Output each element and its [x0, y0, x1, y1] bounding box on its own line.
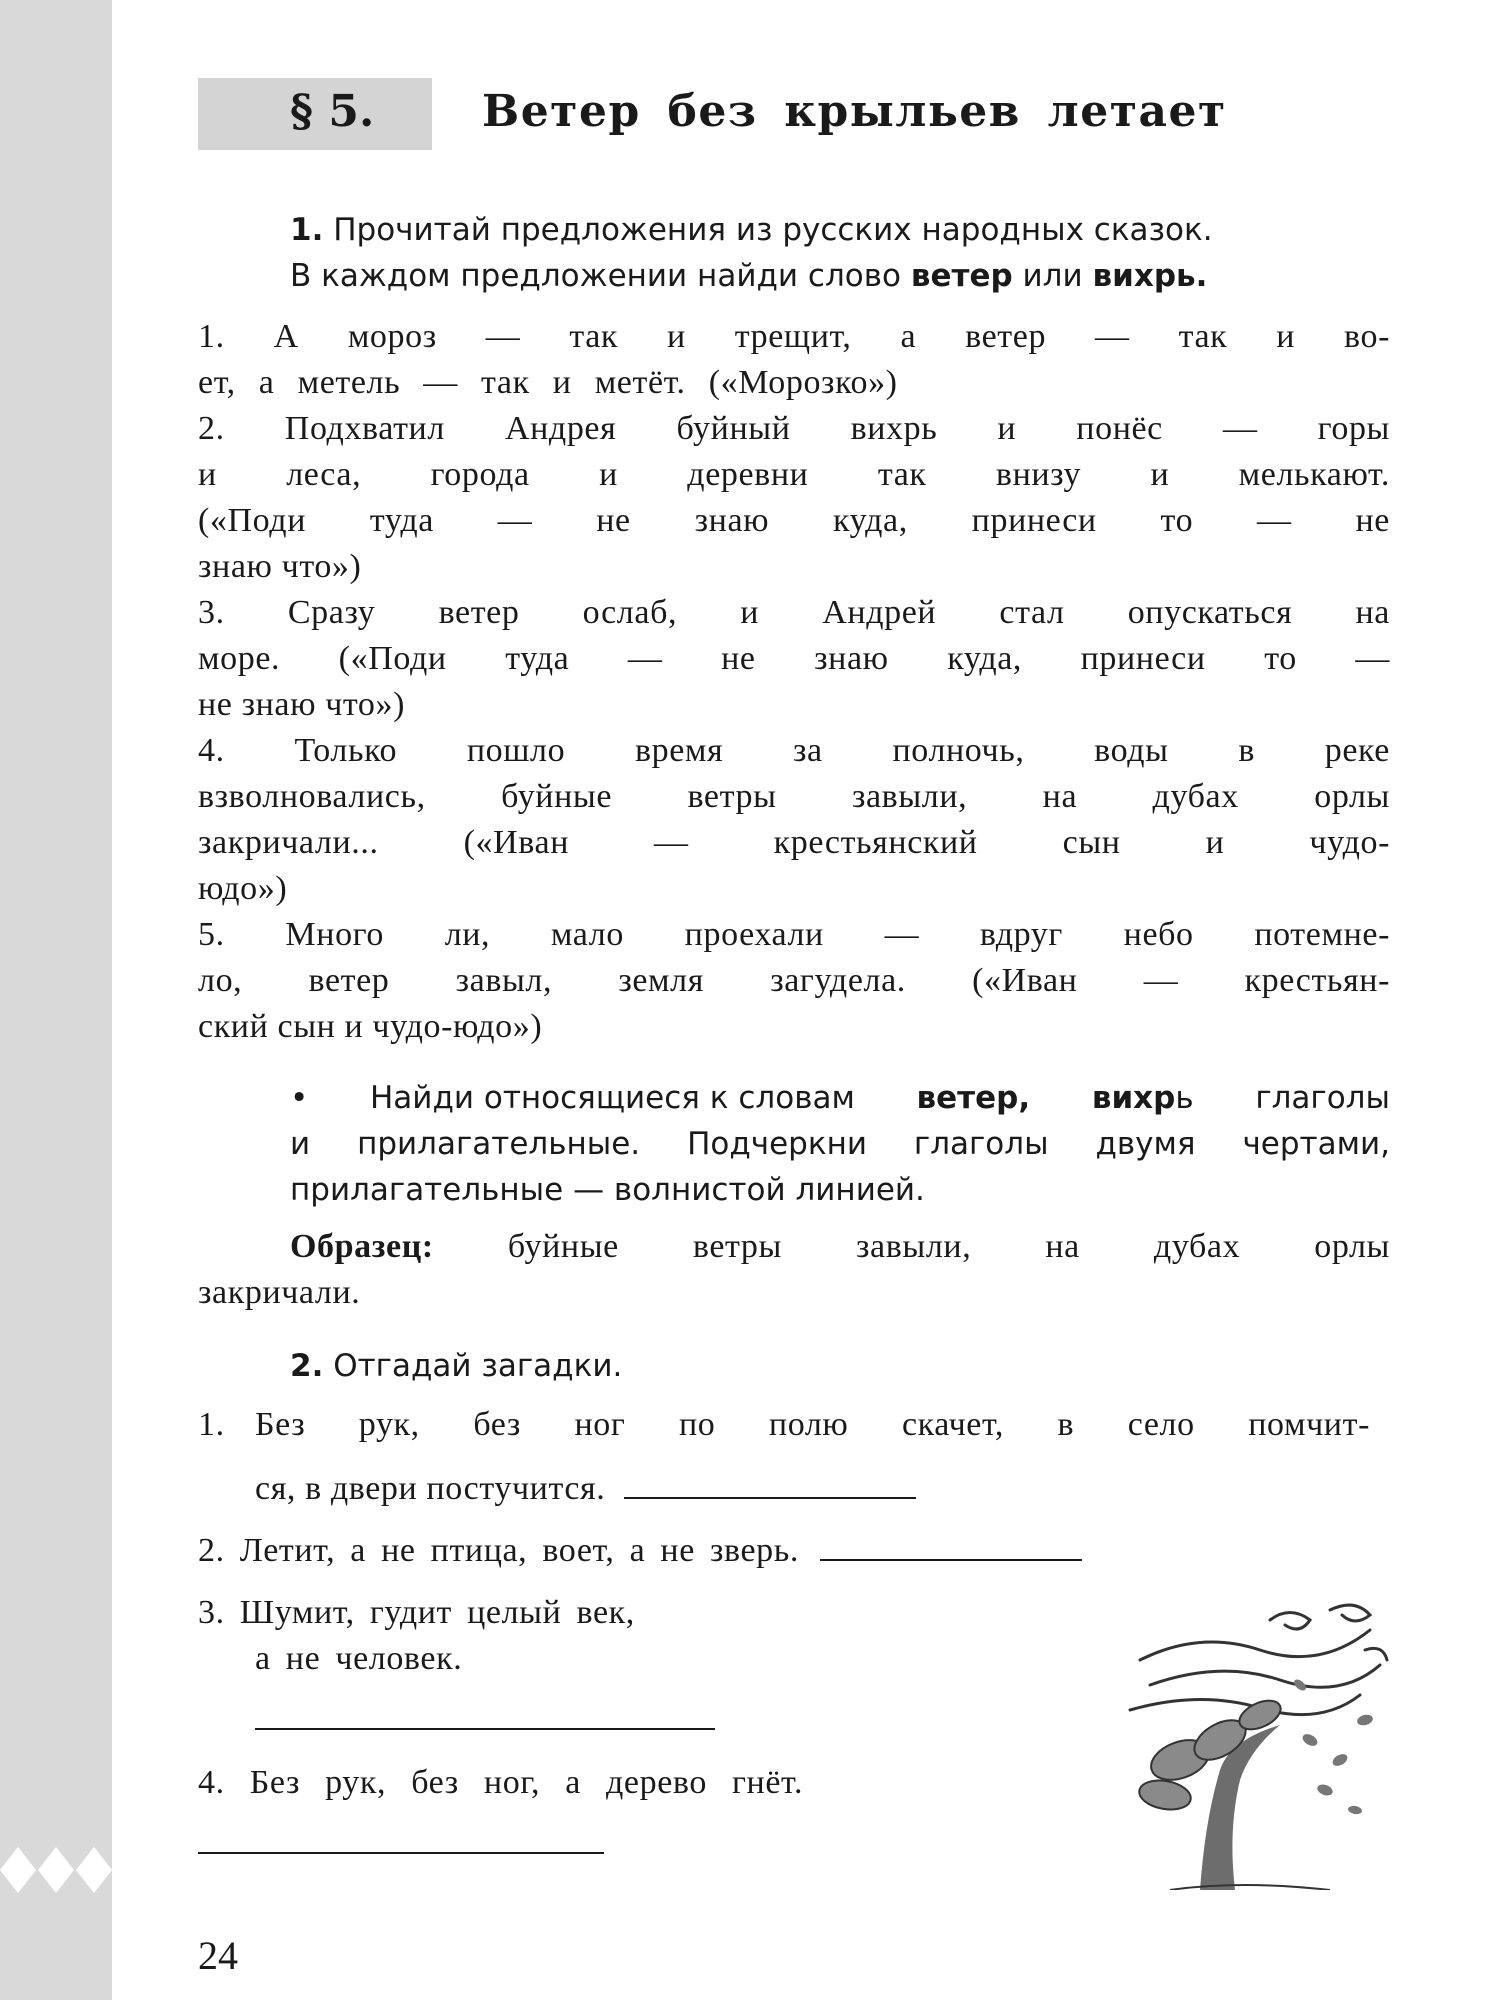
answer-blank-4[interactable]	[198, 1852, 604, 1854]
task1-line2: В каждом предложении найди слово	[290, 258, 901, 294]
riddle-1-line1: 1. Без рук, без ног по полю скачет, в село помчит-	[198, 1406, 1370, 1443]
sample-block	[290, 1224, 1390, 1270]
sentence-2-line3: («Поди туда — не знаю куда, принеси то — не	[198, 502, 1390, 539]
bullet-icon: •	[290, 1080, 309, 1116]
riddle-4: 4. Без рук, без ног, а дерево гнёт.	[198, 1764, 804, 1801]
riddle-3-line1: 3. Шумит, гудит целый век,	[198, 1594, 635, 1631]
side-band	[0, 0, 112, 2000]
page-title: Ветер без крыльев летает	[482, 86, 1227, 137]
sample-line2: закричали.	[198, 1274, 361, 1311]
bullet-line1-pre: Найди относящиеся к словам	[369, 1080, 855, 1116]
sentence-1-line1: 1. А мороз — так и трещит, а ветер — так и во-	[198, 318, 1390, 355]
task2-text: Отгадай загадки.	[333, 1348, 623, 1384]
bullet-line3: прилагательные — волнистой линией.	[290, 1172, 925, 1208]
sentences-list	[198, 314, 1390, 1050]
task1-or: или	[1022, 258, 1083, 294]
riddle-3-line2: а не человек.	[255, 1640, 463, 1677]
side-ornament	[0, 1835, 112, 1905]
page-number: 24	[198, 1933, 238, 1978]
sample-line1: буйные ветры завыли, на дубах орлы	[507, 1228, 1390, 1265]
keyword-veter: ветер	[910, 258, 1013, 294]
sentence-3-line3: не знаю что»)	[198, 686, 406, 723]
sentence-3-line1: 3. Сразу ветер ослаб, и Андрей стал опускаться на	[198, 594, 1390, 631]
riddle-2: 2. Летит, а не птица, воет, а не зверь.	[198, 1532, 799, 1569]
answer-blank-3[interactable]	[255, 1728, 715, 1730]
sentence-4-line4: юдо»)	[198, 870, 288, 907]
bullet-line2: и прилагательные. Подчеркни глаголы двумя чертами,	[290, 1126, 1390, 1162]
riddle-1-line2: ся, в двери постучится.	[255, 1470, 606, 1507]
riddles	[198, 1402, 1368, 1448]
sentence-3-line2: море. («Поди туда — не знаю куда, принеси то —	[198, 640, 1390, 677]
keyword-vikhr-2: вихр	[1091, 1080, 1176, 1116]
sentence-2-line1: 2. Подхватил Андрея буйный вихрь и понёс — горы	[198, 410, 1390, 447]
task2-instruction	[290, 1344, 622, 1388]
wind-line-1-icon	[1140, 1630, 1370, 1660]
sample-label: Образец:	[290, 1228, 434, 1265]
keyword-veter-2: ветер	[916, 1080, 1019, 1116]
task1-line1: Прочитай предложения из русских народных сказок.	[333, 212, 1213, 248]
task2-number: 2.	[290, 1348, 324, 1384]
sentence-2-line4: знаю что»)	[198, 548, 362, 585]
answer-blank-1[interactable]	[624, 1497, 916, 1499]
answer-blank-2[interactable]	[820, 1559, 1082, 1561]
sentence-4-line1: 4. Только пошло время за полночь, воды в реке	[198, 732, 1390, 769]
keyword-vikhr: вихрь	[1092, 258, 1196, 294]
section-number: § 5.	[290, 86, 375, 137]
sentence-5-line3: ский сын и чудо-юдо»)	[198, 1008, 543, 1045]
sentence-1-line2: ет, а метель — так и метёт. («Морозко»)	[198, 364, 898, 401]
task1-number: 1.	[290, 212, 324, 248]
sentence-5-line2: ло, ветер завыл, земля загудела. («Иван — крестьян-	[198, 962, 1390, 999]
wind-tree-illustration	[1110, 1590, 1400, 1890]
sentence-5-line1: 5. Много ли, мало проехали — вдруг небо потемне-	[198, 916, 1390, 953]
bullet-line1-post: глаголы	[1255, 1080, 1390, 1116]
sentence-2-line2: и леса, города и деревни так внизу и мелькают.	[198, 456, 1390, 493]
sentence-4-line3: закричали... («Иван — крестьянский сын и чудо-	[198, 824, 1390, 861]
sentence-4-line2: взволновались, буйные ветры завыли, на дубах орлы	[198, 778, 1390, 815]
